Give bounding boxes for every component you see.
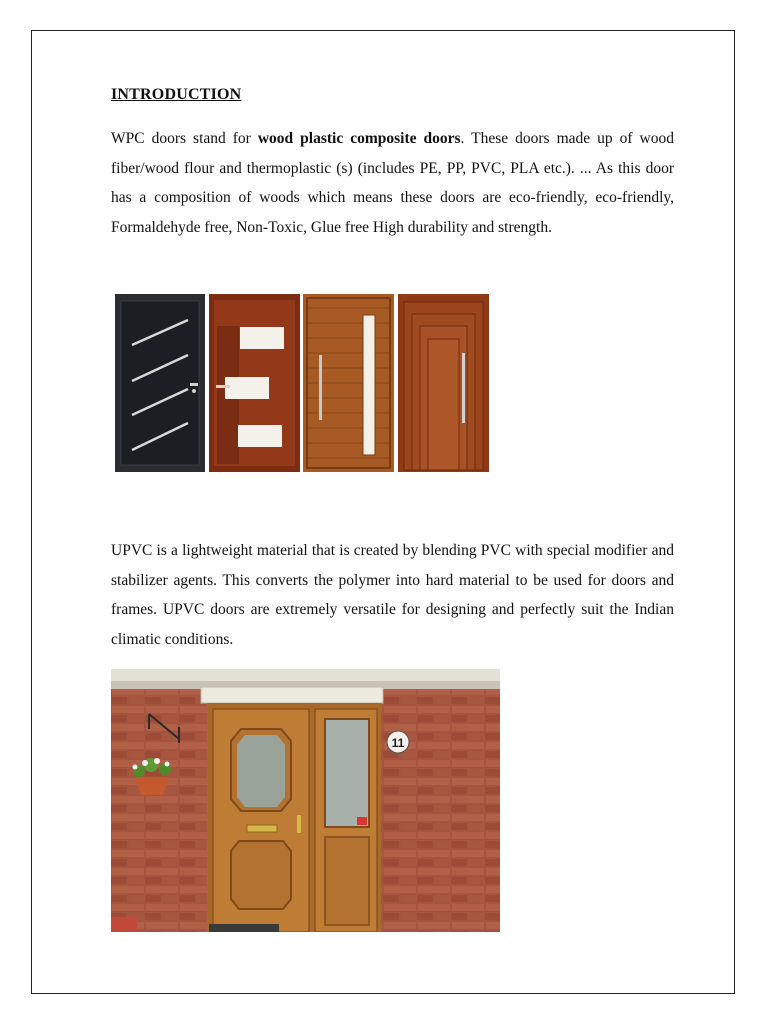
upvc-door-image — [111, 669, 500, 932]
house-number: 11 — [391, 736, 405, 750]
dark-door-illustration — [115, 294, 205, 472]
section-heading: INTRODUCTION — [111, 86, 242, 103]
wood-door-glass-panels — [209, 294, 300, 472]
upvc-main-door — [213, 709, 309, 932]
wpc-bold-term: wood plastic composite doors — [257, 130, 461, 147]
wpc-doors-image — [114, 293, 489, 473]
upvc-side-panel — [315, 709, 377, 932]
wpc-paragraph: WPC doors stand for wood plastic composite doors. These doors made up of wood fiber/wood flour and thermoplastic (s) (includes PE, PP, PVC, PLA etc.). ... As this door has a composition of woods which means these doors are eco-friendly, eco-friendly, Formaldehyde free, Non-Toxic, Glue free High durability and strength. — [111, 130, 674, 236]
stepped-frame-wood-door — [398, 294, 489, 472]
plank-wood-door — [303, 294, 394, 472]
upvc-paragraph: UPVC is a lightweight material that is created by blending PVC with special modifier and stabilizer agents. This converts the polymer into hard material to be used for doors and frames. UPVC doors are extremely versatile for designing and perfectly suit the Indian climatic conditions. — [111, 542, 674, 648]
